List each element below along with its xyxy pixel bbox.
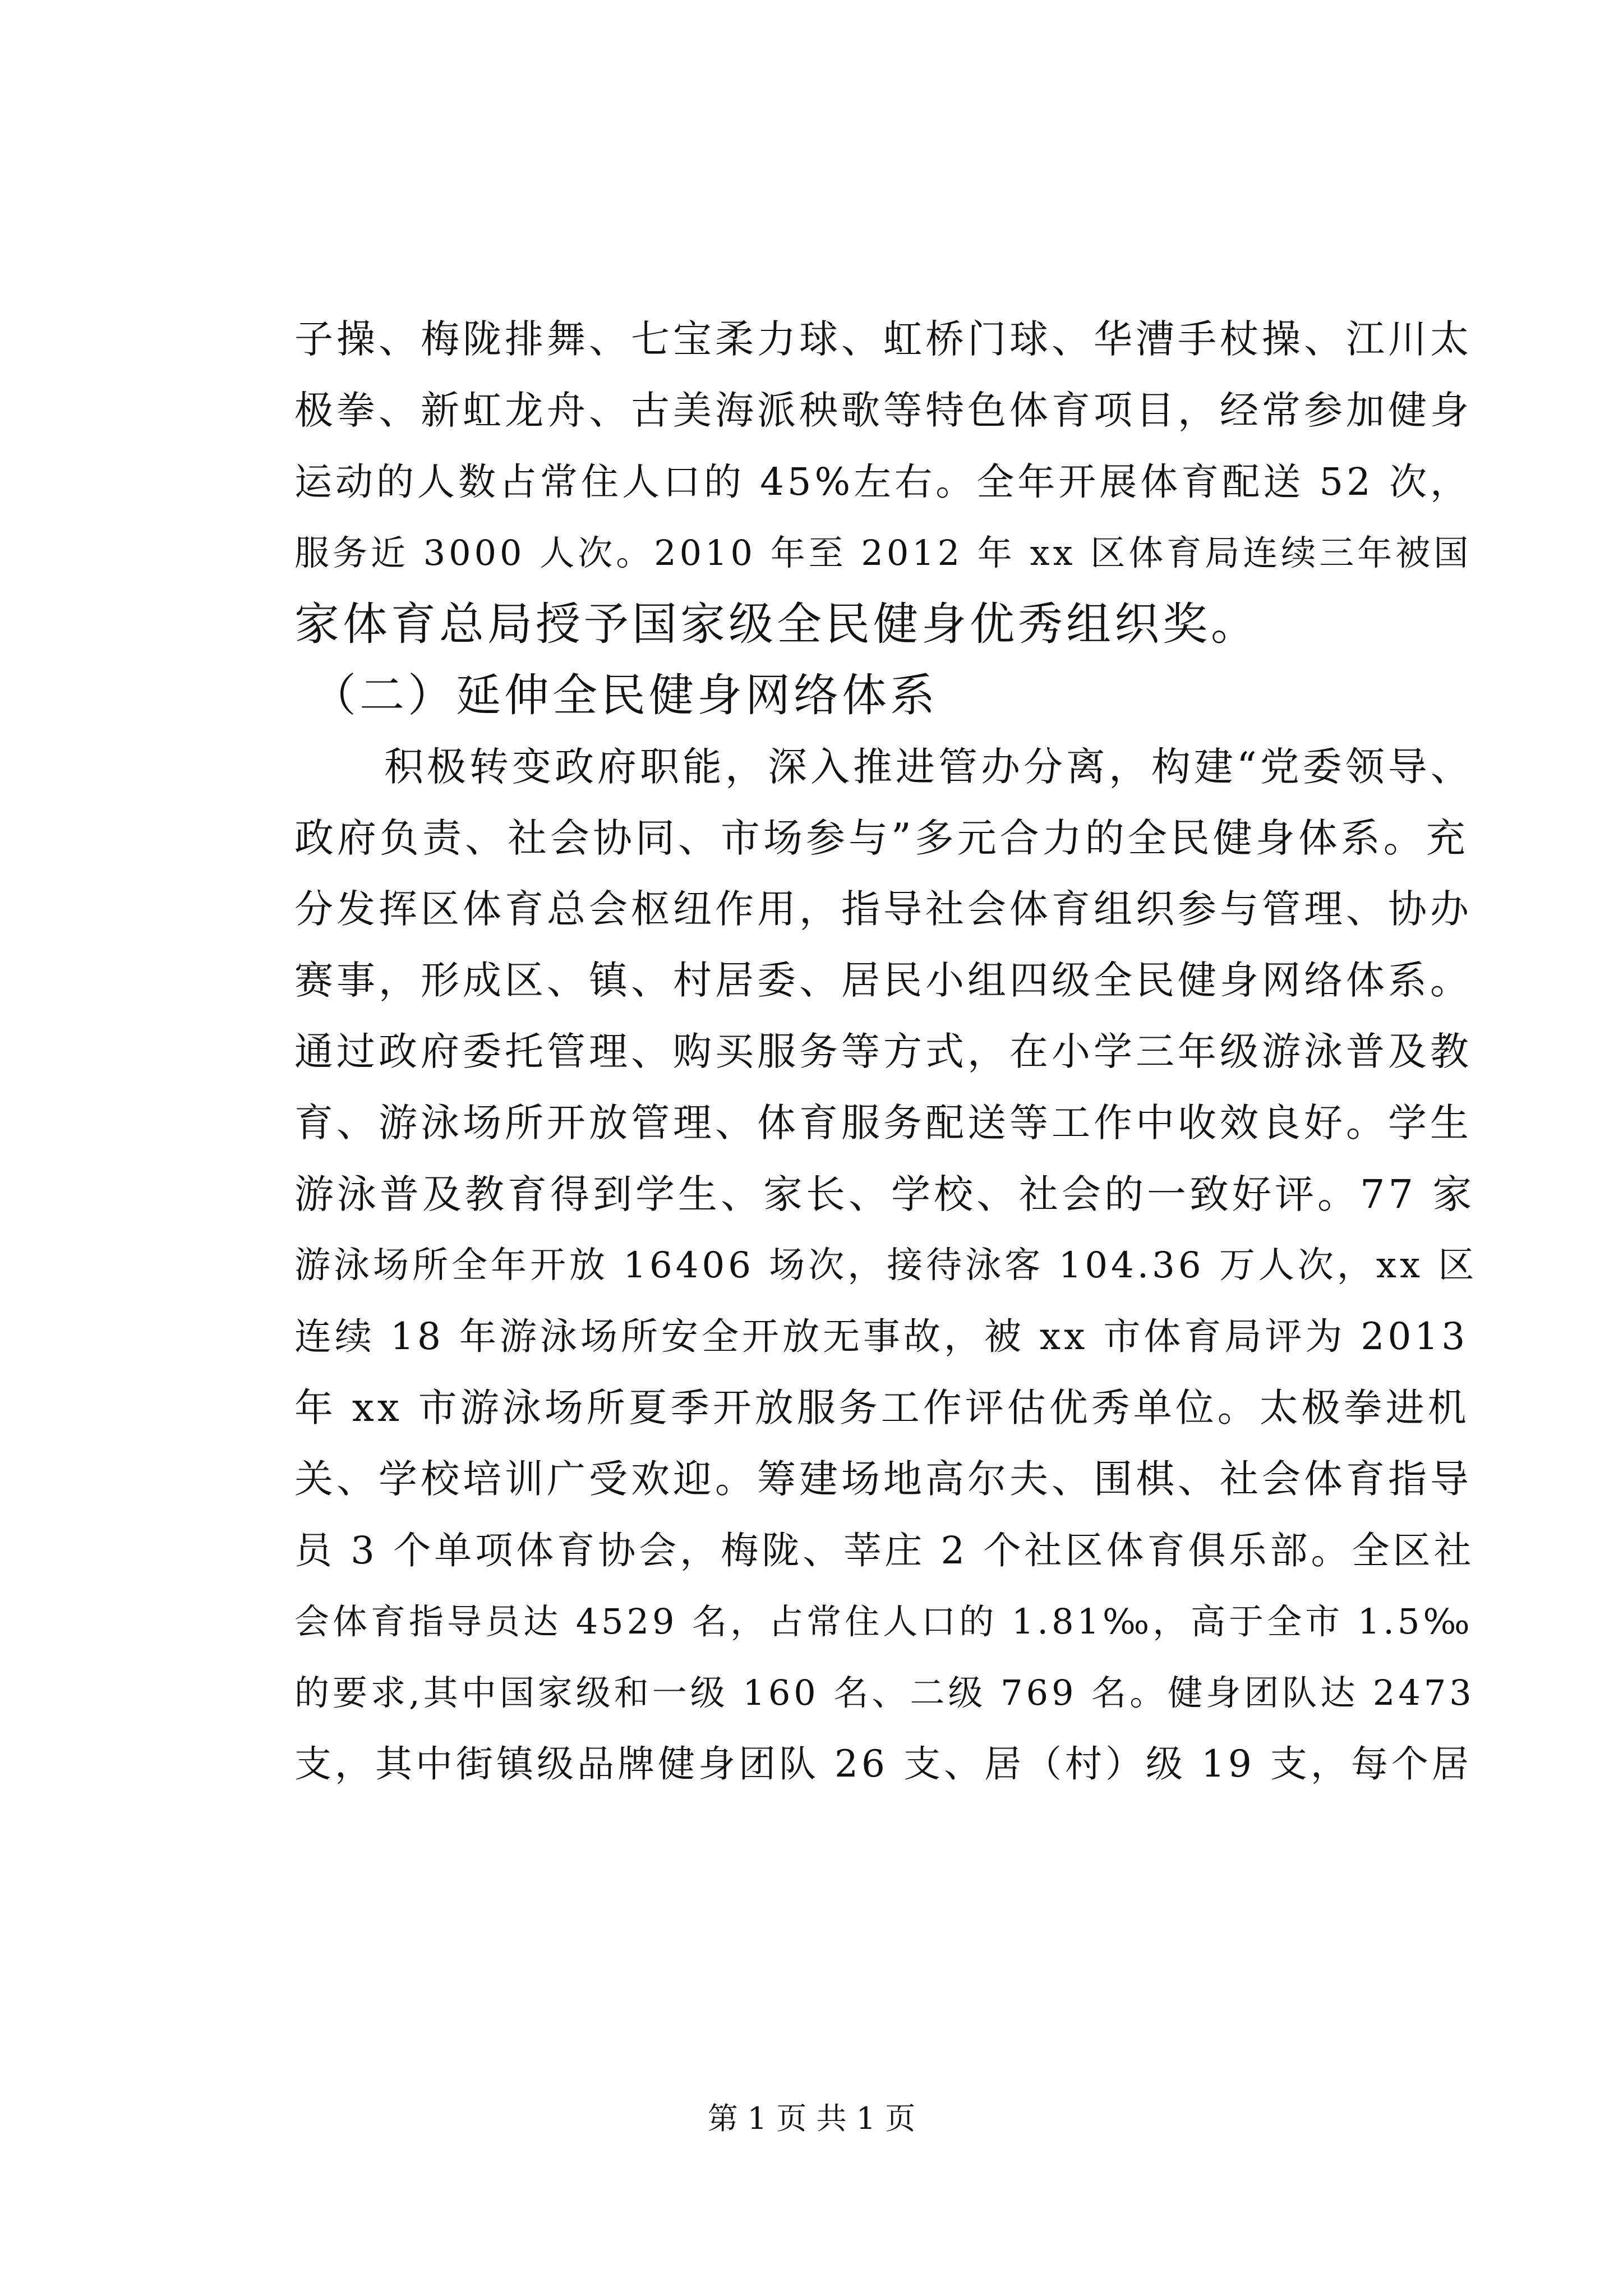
page-footer: 第 1 页 共 1 页 <box>707 2101 916 2136</box>
body-line-2: 极拳、新虹龙舟、古美海派秧歌等特色体育项目，经常参加健身 <box>294 388 1472 433</box>
body-line-4: 服务近 3000 人次。2010 年至 2012 年 xx 区体育局连续三年被国 <box>294 532 1472 573</box>
body-line-18: 员 3 个单项体育协会，梅陇、莘庄 2 个社区体育俱乐部。全区社 <box>294 1529 1475 1572</box>
body-line-14: 游泳场所全年开放 16406 场次，接待泳客 104.36 万人次，xx 区 <box>294 1245 1478 1286</box>
section-heading: （二）延伸全民健身网络体系 <box>311 669 938 721</box>
body-line-9: 分发挥区体育总会枢纽作用，指导社会体育组织参与管理、协办 <box>294 887 1472 932</box>
body-line-16: 年 xx 市游泳场所夏季开放服务工作评估优秀单位。太极拳进机 <box>294 1386 1470 1430</box>
body-line-17: 关、学校培训广受欢迎。筹建场地高尔夫、围棋、社会体育指导 <box>294 1457 1472 1502</box>
body-line-10: 赛事，形成区、镇、村居委、居民小组四级全民健身网络体系。 <box>294 958 1472 1003</box>
body-line-11: 通过政府委托管理、购买服务等方式，在小学三年级游泳普及教 <box>294 1029 1472 1074</box>
body-line-12: 育、游泳场所开放管理、体育服务配送等工作中收效良好。学生 <box>294 1101 1472 1145</box>
body-line-20: 的要求,其中国家级和一级 160 名、二级 769 名。健身团队达 2473 <box>294 1672 1475 1713</box>
body-line-15: 连续 18 年游泳场所安全开放无事故，被 xx 市体育局评为 2013 <box>294 1315 1469 1358</box>
body-line-21: 支，其中街镇级品牌健身团队 26 支、居（村）级 19 支，每个居 <box>294 1742 1472 1786</box>
body-line-19: 会体育指导员达 4529 名，占常住人口的 1.81‰，高于全市 1.5‰ <box>294 1601 1473 1642</box>
body-line-13: 游泳普及教育得到学生、家长、学校、社会的一致好评。77 家 <box>294 1171 1476 1217</box>
body-line-3: 运动的人数占常住人口的 45%左右。全年开展体育配送 52 次， <box>294 460 1472 504</box>
body-line-7: 积极转变政府职能，深入推进管办分离，构建“党委领导、 <box>384 744 1473 790</box>
body-line-8: 政府负责、社会协同、市场参与”多元合力的全民健身体系。充 <box>294 815 1469 861</box>
body-line-5: 家体育总局授予国家级全民健身优秀组织奖。 <box>294 598 1259 650</box>
body-line-1: 子操、梅陇排舞、七宝柔力球、虹桥门球、华漕手杖操、江川太 <box>294 317 1472 362</box>
